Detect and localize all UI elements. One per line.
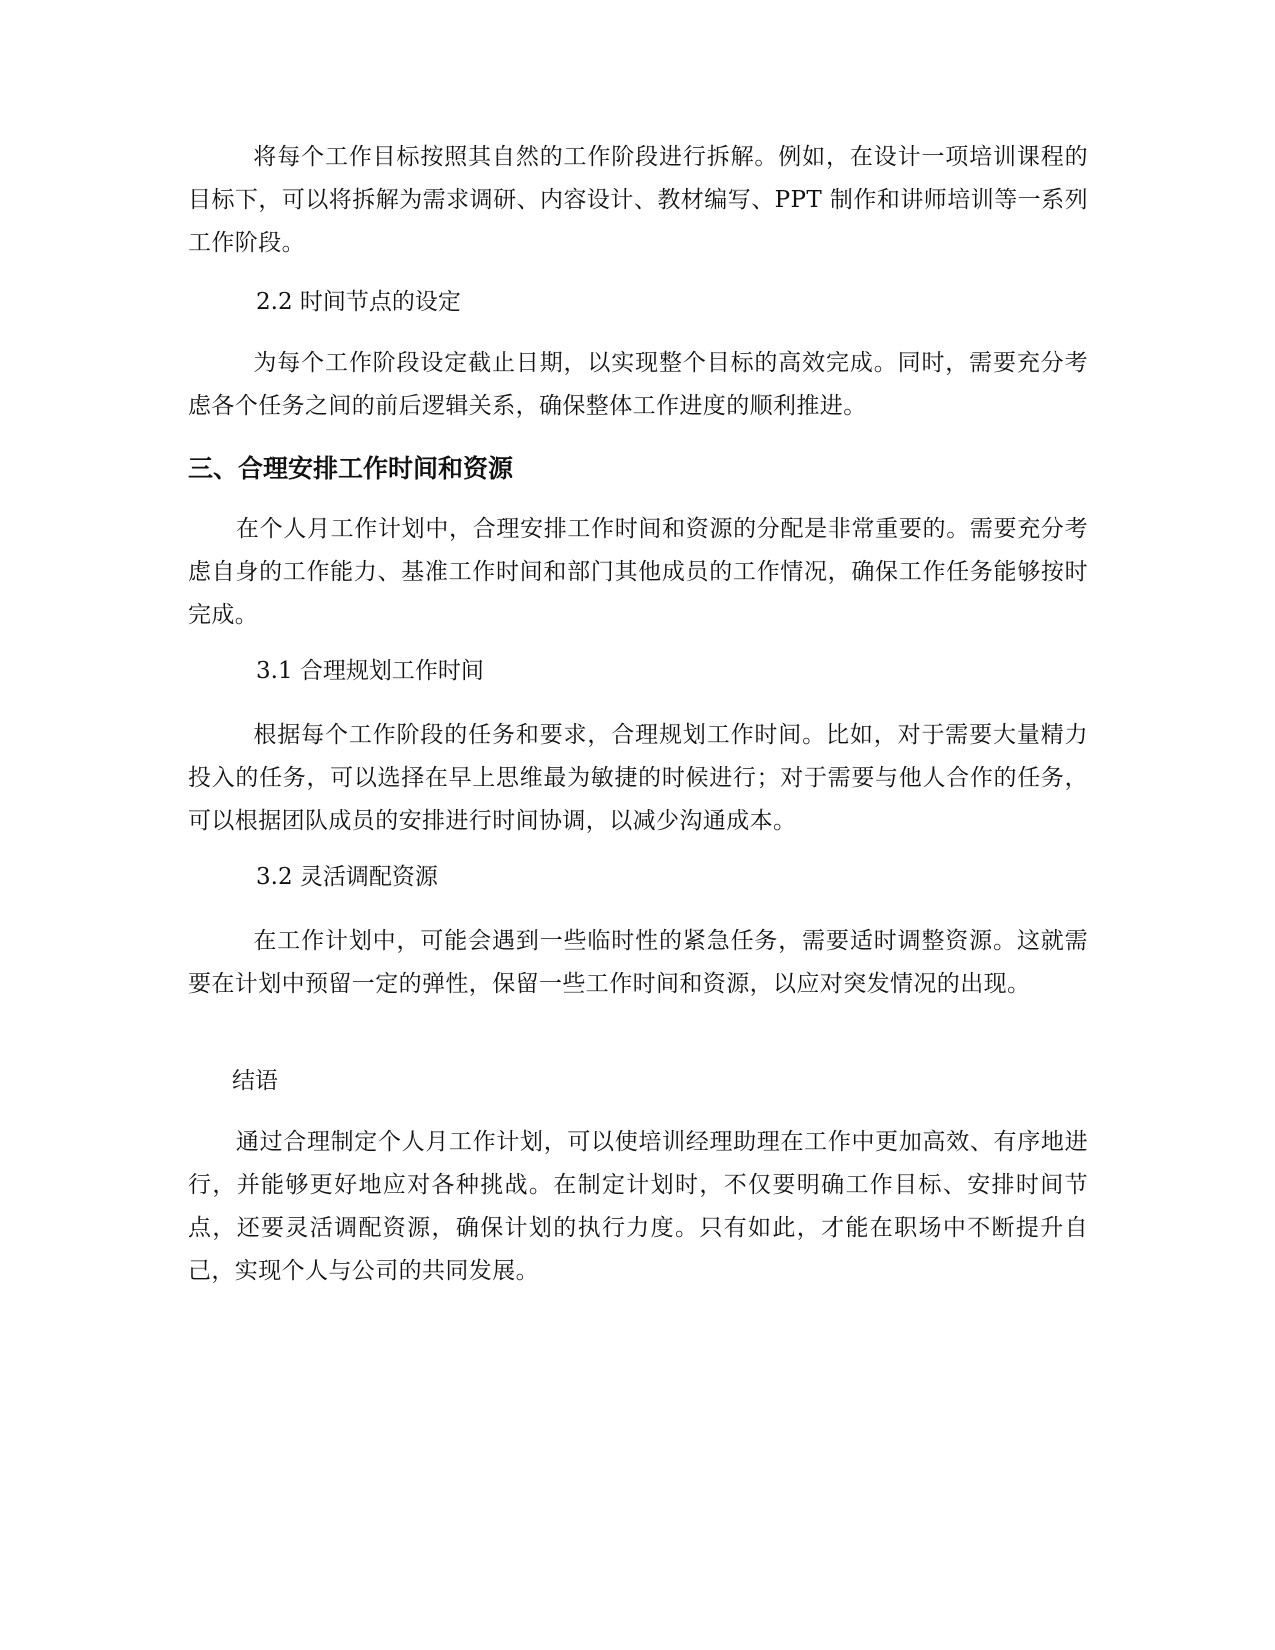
subheading-2-2-time-nodes: 2.2 时间节点的设定 (256, 289, 461, 315)
paragraph-stage-breakdown: 将每个工作目标按照其自然的工作阶段进行拆解。例如，在设计一项培训课程的目标下，可以将拆解为需求调研、内容设计、教材编写、PPT 制作和讲师培训等一系列工作阶段。 (188, 144, 1088, 256)
paragraph-3-1: 根据每个工作阶段的任务和要求，合理规划工作时间。比如，对于需要大量精力投入的任务，可以选择在早上思维最为敏捷的时候进行；对于需要与他人合作的任务，可以根据团队成员的安排进行时间协调，以减少沟通成本。 (188, 722, 1088, 834)
paragraph-2-2: 为每个工作阶段设定截止日期，以实现整个目标的高效完成。同时，需要充分考虑各个任务之间的前后逻辑关系，确保整体工作进度的顺利推进。 (188, 350, 1088, 419)
subheading-3-2-allocate-resources: 3.2 灵活调配资源 (256, 864, 438, 890)
paragraph-3-2: 在工作计划中，可能会遇到一些临时性的紧急任务，需要适时调整资源。这就需要在计划中预留一定的弹性，保留一些工作时间和资源，以应对突发情况的出现。 (188, 928, 1088, 997)
conclusion-title: 结语 (232, 1068, 278, 1094)
paragraph-conclusion: 通过合理制定个人月工作计划，可以使培训经理助理在工作中更加高效、有序地进行，并能够更好地应对各种挑战。在制定计划时，不仅要明确工作目标、安排时间节点，还要灵活调配资源，确保计划的执行力度。只有如此，才能在职场中不断提升自己，实现个人与公司的共同发展。 (188, 1129, 1088, 1284)
paragraph-3-intro: 在个人月工作计划中，合理安排工作时间和资源的分配是非常重要的。需要充分考虑自身的工作能力、基准工作时间和部门其他成员的工作情况，确保工作任务能够按时完成。 (188, 516, 1088, 628)
section-3-title: 三、合理安排工作时间和资源 (188, 454, 514, 483)
subheading-3-1-plan-time: 3.1 合理规划工作时间 (256, 658, 484, 684)
